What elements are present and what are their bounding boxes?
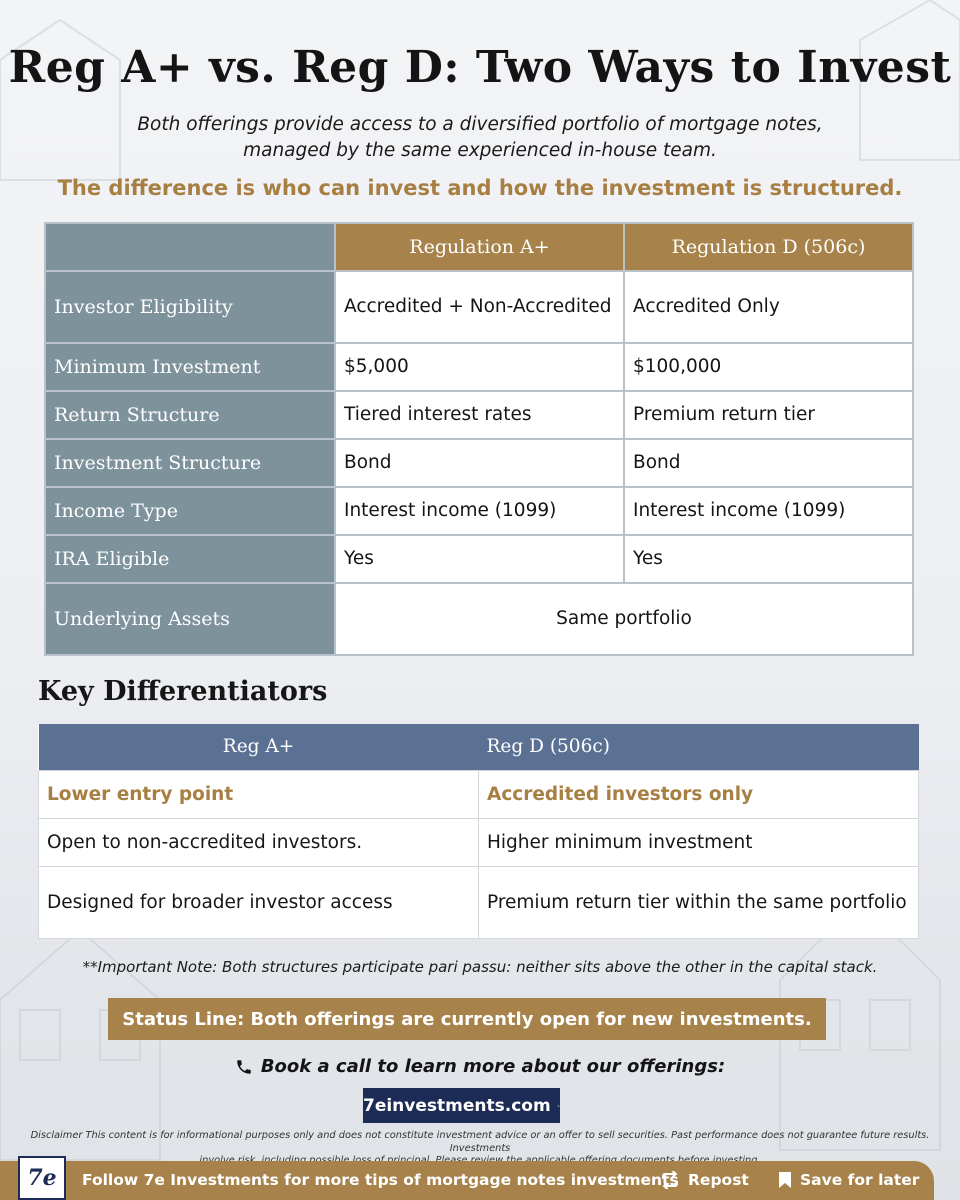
footer-bar [0,1161,934,1200]
table-row [39,866,919,938]
table-corner [45,223,335,271]
subtitle-line-2: managed by the same experienced in-house team. [243,140,717,161]
repost-icon [660,1171,680,1189]
cell-reg-d: Bond [624,439,913,487]
table-row [45,487,913,535]
row-label: Income Type [45,487,335,535]
row-label: Minimum Investment [45,343,335,391]
tagline: The difference is who can invest and how the investment is structured. [57,176,903,200]
page-title: Reg A+ vs. Reg D: Two Ways to Invest [8,42,952,93]
cell-reg-a: Designed for broader investor access [39,866,479,938]
row-label: Underlying Assets [45,583,335,655]
column-header-reg-a: Reg A+ [39,724,479,770]
column-header-reg-a: Regulation A+ [335,223,624,271]
cell-merged: Same portfolio [335,583,913,655]
logo-text: 7e [27,1165,57,1191]
subtitle-line-1: Both offerings provide access to a diversified portfolio of mortgage notes, [137,114,823,135]
website-link[interactable] [363,1088,560,1123]
highlight-reg-d: Accredited investors only [479,770,919,818]
cell-reg-a: Interest income (1099) [335,487,624,535]
cell-reg-d: Accredited Only [624,271,913,343]
click-cursor-icon [557,1096,560,1116]
column-header-reg-d: Regulation D (506c) [624,223,913,271]
cell-reg-a: Tiered interest rates [335,391,624,439]
highlight-reg-a: Lower entry point [39,770,479,818]
column-header-reg-d: Reg D (506c) [479,724,919,770]
key-differentiators-heading: Key Differentiators [38,676,328,707]
cta-text: Book a call to learn more about our offerings: [260,1056,726,1077]
disclaimer-line-1: Disclaimer This content is for informational purposes only and does not constitute investment advice or an offer to sell securities. Past performance does not guarantee future results. Investments [30,1130,930,1154]
cell-reg-d: Premium return tier [624,391,913,439]
table-row [39,770,919,818]
brand-logo [18,1156,66,1200]
cell-reg-a: Accredited + Non-Accredited [335,271,624,343]
cell-reg-d: Premium return tier within the same portfolio [479,866,919,938]
bookmark-icon [778,1171,792,1189]
save-for-later-button[interactable] [778,1171,919,1189]
comparison-table [44,222,914,656]
cell-reg-a: Bond [335,439,624,487]
cell-reg-d: Yes [624,535,913,583]
save-label: Save for later [800,1171,920,1189]
table-row [39,818,919,866]
cell-reg-a: Open to non-accredited investors. [39,818,479,866]
cell-reg-a: Yes [335,535,624,583]
row-label: IRA Eligible [45,535,335,583]
table-row [45,271,913,343]
repost-button[interactable] [660,1171,749,1189]
cell-reg-d: Higher minimum investment [479,818,919,866]
subtitle [0,112,960,164]
row-label: Investor Eligibility [45,271,335,343]
table-row [45,583,913,655]
cell-reg-d: $100,000 [624,343,913,391]
table-row [45,391,913,439]
important-note: **Important Note: Both structures participate pari passu: neither sits above the other in the capital stack. [82,958,878,976]
cell-reg-d: Interest income (1099) [624,487,913,535]
status-banner: Status Line: Both offerings are currently open for new investments. [108,998,826,1040]
cell-reg-a: $5,000 [335,343,624,391]
website-link-label: 7einvestments.com [363,1095,551,1116]
differentiators-table [38,724,919,939]
phone-icon [235,1058,253,1076]
follow-text: Follow 7e Investments for more tips of mortgage notes investments [82,1171,679,1189]
table-row [45,343,913,391]
repost-label: Repost [688,1171,749,1189]
table-row [45,535,913,583]
row-label: Return Structure [45,391,335,439]
table-row [45,439,913,487]
call-to-action [0,1056,960,1077]
row-label: Investment Structure [45,439,335,487]
